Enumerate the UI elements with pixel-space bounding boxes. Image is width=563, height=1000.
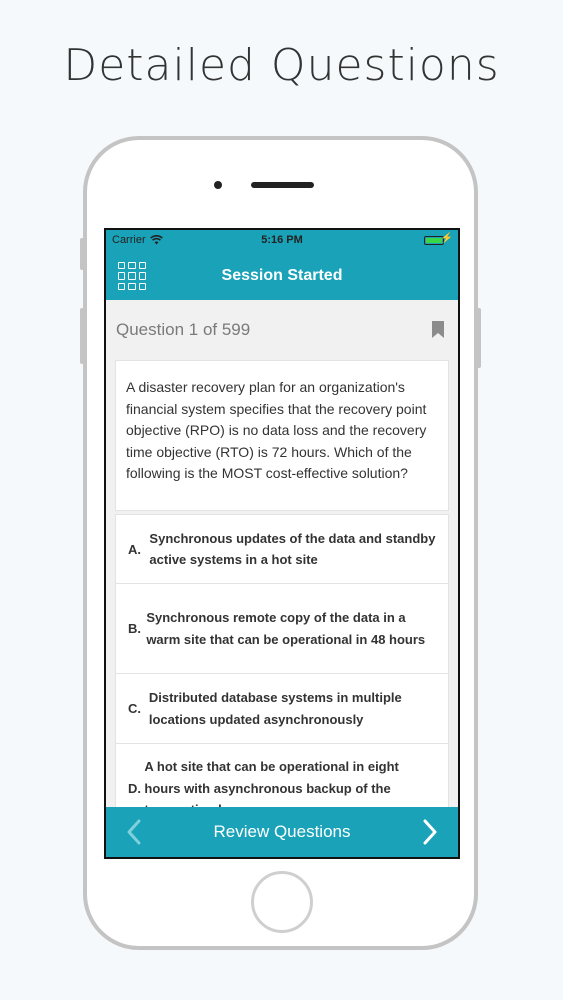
answer-letter: B. [128,621,141,636]
answer-letter: C. [128,701,141,716]
bottom-bar [106,807,458,857]
answer-letter: D. [128,781,141,796]
answer-option-b[interactable] [115,584,449,674]
answer-option-c[interactable] [115,674,449,744]
question-header [106,300,458,360]
nav-title: Session Started [221,267,343,284]
answer-text: Synchronous updates of the data and standby active systems in a hot site [149,530,436,567]
status-time: 5:16 PM [261,234,303,246]
grid-menu-icon[interactable] [118,262,146,290]
review-questions-button[interactable]: Review Questions [213,822,351,841]
charging-bolt-icon: ⚡ [440,233,453,244]
answer-option-a[interactable] [115,514,449,584]
question-card [115,360,449,511]
answer-text: Synchronous remote copy of the data in a warm site that can be operational in 48 hours [146,610,426,647]
chevron-left-icon[interactable] [126,819,142,845]
carrier-label: Carrier [112,234,146,246]
chevron-right-icon[interactable] [422,819,438,845]
home-button[interactable] [251,871,313,933]
bookmark-icon[interactable] [432,321,444,338]
status-bar [106,230,458,252]
answer-text: A hot site that can be operational in eight hours with asynchronous backup of the [144,759,399,796]
question-progress: Question 1 of 599 [116,320,251,339]
page-headline: Detailed Questions [63,40,500,91]
app-screen [104,228,460,859]
answer-letter: A. [128,541,141,557]
camera-icon [214,181,222,189]
speaker-grille [251,182,314,188]
answer-text: Distributed database systems in multiple locations updated asynchronously [148,690,402,727]
answer-list [106,514,458,834]
nav-bar [106,252,458,300]
question-text: A disaster recovery plan for an organization's financial system specifies that the recovery point objective (RPO) is no data loss and the recovery time objective (RTO) is 72 hours. Which of the following is the MOST cost-effective solution? [126,379,427,481]
